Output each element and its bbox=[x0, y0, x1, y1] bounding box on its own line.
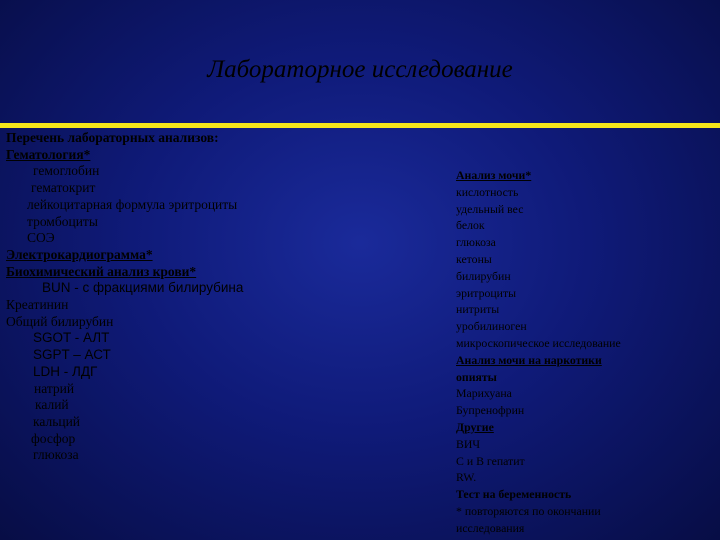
right-item: глюкоза bbox=[456, 235, 496, 250]
right-item: опияты bbox=[456, 369, 497, 384]
right-item: Бупренофрин bbox=[456, 403, 525, 418]
left-item: лейкоцитарная формула эритроциты bbox=[27, 196, 238, 212]
right-item: нитриты bbox=[456, 302, 500, 317]
right-item: С и В гепатит bbox=[456, 453, 525, 468]
left-item: Гематология* bbox=[6, 146, 91, 162]
right-item: Марихуана bbox=[456, 386, 512, 401]
right-item: эритроциты bbox=[456, 285, 517, 300]
left-item: BUN - с фракциями билирубина bbox=[42, 280, 244, 296]
right-item: удельный вес bbox=[456, 201, 524, 216]
right-item: белок bbox=[456, 218, 485, 233]
right-item: ВИЧ bbox=[456, 436, 481, 451]
right-item: Другие bbox=[456, 419, 494, 434]
left-item: Общий билирубин bbox=[6, 313, 114, 329]
right-item: уробилиноген bbox=[456, 319, 527, 334]
left-item: Электрокардиограмма* bbox=[6, 246, 153, 262]
lab-tests-right-list bbox=[456, 167, 716, 537]
left-item: Креатинин bbox=[6, 297, 69, 313]
title-divider bbox=[0, 123, 720, 128]
lab-tests-left-list bbox=[6, 130, 336, 464]
left-item: СОЭ bbox=[27, 230, 55, 246]
right-item: кислотность bbox=[456, 184, 519, 199]
left-item: Биохимический анализ крови* bbox=[6, 263, 197, 279]
right-item: Анализ мочи* bbox=[456, 168, 532, 182]
left-item: фосфор bbox=[31, 430, 76, 446]
left-item: Перечень лабораторных анализов: bbox=[6, 130, 219, 145]
right-item: исследования bbox=[456, 520, 525, 535]
right-item: * повторяются по окончании bbox=[456, 503, 601, 518]
left-item: глюкоза bbox=[33, 447, 79, 463]
left-item: натрий bbox=[34, 380, 75, 396]
left-item: кальций bbox=[33, 413, 81, 429]
right-item: Анализ мочи на наркотики bbox=[456, 352, 602, 367]
right-item: микроскопическое исследование bbox=[456, 335, 621, 350]
left-item: LDH - ЛДГ bbox=[33, 363, 98, 379]
left-item: тромбоциты bbox=[27, 213, 98, 229]
right-item: билирубин bbox=[456, 268, 511, 283]
left-item: гематокрит bbox=[31, 180, 96, 196]
left-item: SGOT - АЛТ bbox=[33, 330, 110, 346]
right-item: Тест на беременность bbox=[456, 487, 572, 502]
left-item: гемоглобин bbox=[33, 163, 100, 179]
right-item: кетоны bbox=[456, 251, 492, 266]
slide-title: Лабораторное исследование bbox=[207, 56, 513, 83]
left-item: калий bbox=[35, 397, 69, 413]
right-item: RW. bbox=[456, 470, 477, 485]
left-item: SGPT – АСТ bbox=[33, 347, 111, 363]
